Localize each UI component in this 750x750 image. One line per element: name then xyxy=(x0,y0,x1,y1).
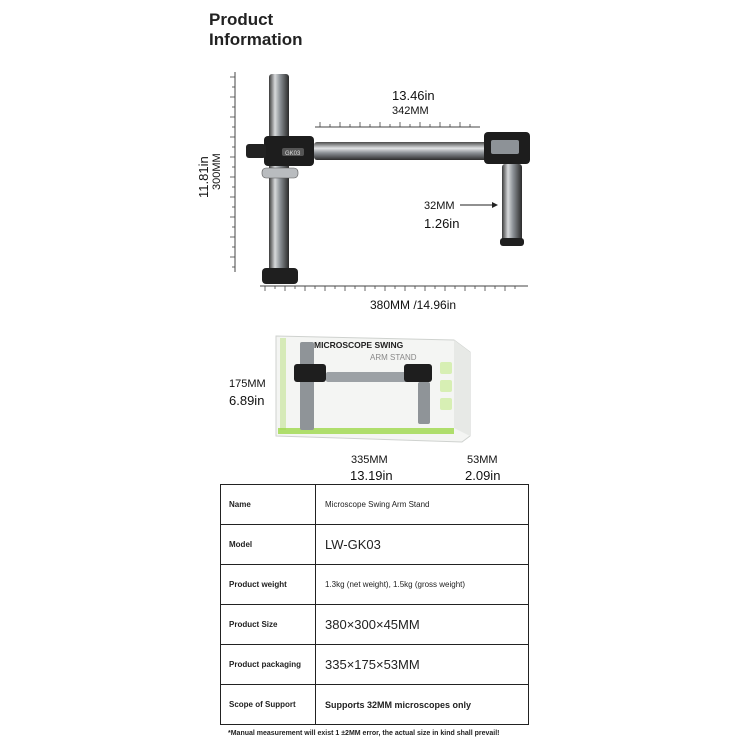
footnote: *Manual measurement will exist 1 ±2MM error, the actual size in kind shall prevail! xyxy=(228,730,500,737)
height-mm-label: 300MM xyxy=(211,153,223,190)
spec-key: Product packaging xyxy=(221,645,316,685)
spec-value: Microscope Swing Arm Stand xyxy=(316,485,529,525)
holder-rod xyxy=(502,164,522,242)
spec-value: LW-GK03 xyxy=(316,525,529,565)
spec-row-packaging xyxy=(221,645,529,685)
title-line-2: Information xyxy=(209,30,303,49)
page-title xyxy=(209,10,303,50)
height-inch-label: 11.81in xyxy=(196,156,211,198)
pkg-width-mm-label: 335MM xyxy=(351,454,388,466)
box-title-1: MICROSCOPE SWING xyxy=(314,340,404,350)
spec-key: Scope of Support xyxy=(221,685,316,725)
spec-row-support xyxy=(221,685,529,725)
spec-table xyxy=(220,484,529,725)
pkg-height-inch-label: 6.89in xyxy=(229,393,265,408)
base xyxy=(262,268,298,284)
arrow-icon xyxy=(458,200,498,210)
pkg-depth-inch-label: 2.09in xyxy=(465,468,501,483)
spec-key: Model xyxy=(221,525,316,565)
spec-row-weight xyxy=(221,565,529,605)
spec-row-model xyxy=(221,525,529,565)
spec-value: 380×300×45MM xyxy=(316,605,529,645)
pkg-depth-mm-label: 53MM xyxy=(467,454,498,466)
pkg-height-mm-label: 175MM xyxy=(229,378,266,390)
logo-text: GK03 xyxy=(285,151,301,157)
swing-arm xyxy=(314,142,490,160)
vertical-ruler xyxy=(228,72,236,272)
spec-key: Name xyxy=(221,485,316,525)
lock-knob xyxy=(246,144,266,158)
spec-row-name xyxy=(221,485,529,525)
spec-key: Product Size xyxy=(221,605,316,645)
hole-mm-label: 32MM xyxy=(424,200,455,212)
box-title-2: ARM STAND xyxy=(370,353,417,362)
stand-illustration xyxy=(236,68,536,293)
title-line-1: Product xyxy=(209,10,274,29)
arm-mm-label: 342MM xyxy=(392,105,429,117)
spec-value: Supports 32MM microscopes only xyxy=(316,685,529,725)
hole-inch-label: 1.26in xyxy=(424,216,460,231)
package-box xyxy=(272,332,474,444)
pkg-width-inch-label: 13.19in xyxy=(350,468,393,483)
spec-value: 1.3kg (net weight), 1.5kg (gross weight) xyxy=(316,565,529,605)
spec-key: Product weight xyxy=(221,565,316,605)
arm-inch-label: 13.46in xyxy=(392,88,435,103)
spec-value: 335×175×53MM xyxy=(316,645,529,685)
base-ruler xyxy=(260,285,528,293)
base-width-label: 380MM /14.96in xyxy=(370,298,457,312)
base-ring xyxy=(262,168,298,178)
spec-row-size xyxy=(221,605,529,645)
